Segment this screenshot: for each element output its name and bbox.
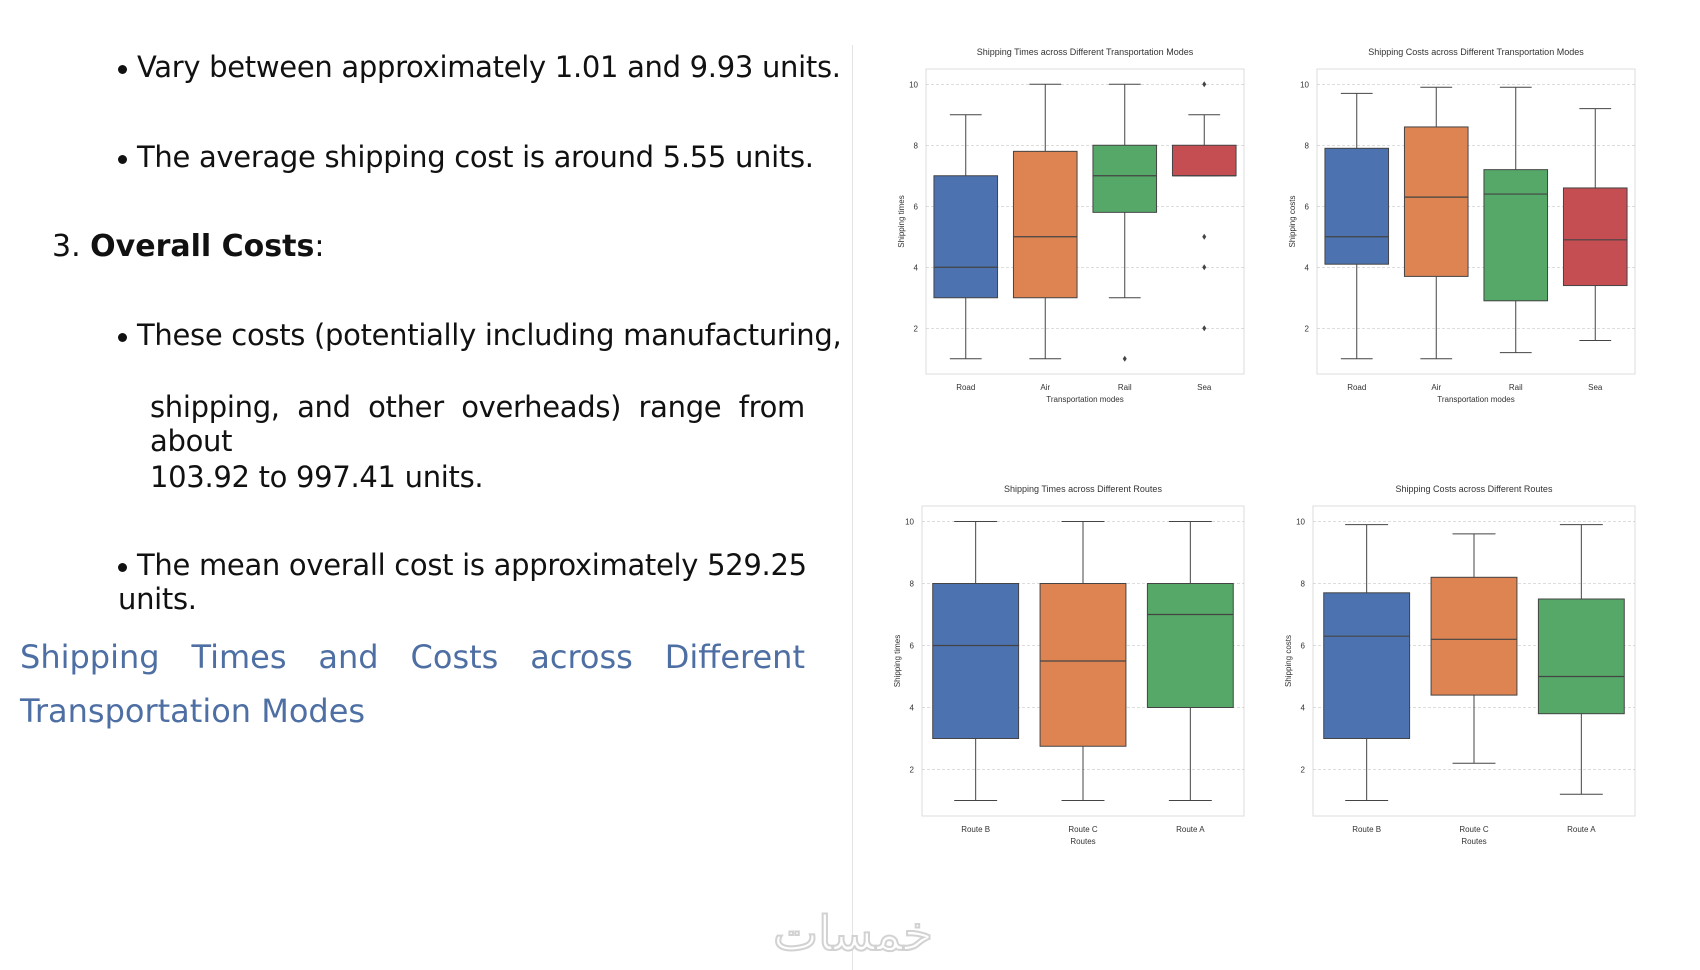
y-tick-label: 6	[909, 641, 914, 651]
y-axis-label: Shipping costs	[1288, 195, 1297, 248]
box-body	[1431, 577, 1517, 695]
x-tick-label: Road	[1347, 383, 1367, 392]
y-tick-label: 10	[909, 80, 918, 90]
heading-colon: :	[314, 229, 325, 264]
x-tick-label: Air	[1040, 383, 1051, 392]
bullet-mean-overall-cost	[118, 548, 850, 616]
x-tick-label: Sea	[1197, 383, 1212, 392]
y-tick-label: 4	[909, 703, 914, 713]
box-body	[1172, 145, 1236, 176]
chart-title: Shipping Costs across Different Transportation Modes	[1368, 47, 1584, 57]
x-tick-label: Route C	[1459, 825, 1489, 834]
bullet-dot	[118, 65, 127, 74]
x-tick-label: Road	[956, 383, 976, 392]
y-tick-label: 8	[909, 579, 914, 589]
chart-shipping-times-routes	[880, 472, 1280, 892]
box-body	[1147, 584, 1233, 708]
y-tick-label: 2	[1304, 324, 1309, 334]
y-tick-label: 6	[1300, 641, 1305, 651]
x-tick-label: Route B	[961, 825, 991, 834]
x-tick-label: Rail	[1117, 383, 1132, 392]
box-body	[1093, 145, 1157, 212]
watermark-logo	[748, 905, 958, 965]
x-tick-label: Route A	[1567, 825, 1596, 834]
bullet-text: The average shipping cost is around 5.55 units.	[137, 140, 814, 174]
box-body	[1484, 170, 1548, 301]
chart-title: Shipping Costs across Different Routes	[1395, 484, 1553, 494]
x-tick-label: Route C	[1068, 825, 1098, 834]
y-tick-label: 2	[913, 324, 918, 334]
y-axis-label: Shipping times	[893, 634, 902, 688]
chart-shipping-costs-modes	[1265, 40, 1665, 440]
box-body	[1563, 188, 1627, 286]
y-axis-label: Shipping costs	[1284, 634, 1293, 688]
y-tick-label: 8	[1300, 579, 1305, 589]
x-axis-label: Transportation modes	[1437, 395, 1515, 404]
x-axis-label: Routes	[1070, 837, 1096, 846]
y-tick-label: 10	[1300, 80, 1309, 90]
box-body	[1325, 148, 1389, 264]
y-tick-label: 6	[1304, 202, 1309, 212]
x-tick-label: Route B	[1352, 825, 1382, 834]
y-tick-label: 10	[905, 517, 914, 527]
charts-grid	[880, 40, 1700, 900]
box-body	[1324, 593, 1410, 739]
y-tick-label: 8	[913, 141, 918, 151]
y-tick-label: 2	[1300, 765, 1305, 775]
chart-shipping-times-modes	[880, 40, 1280, 440]
bullet-overall-costs-line3: 103.92 to 997.41 units.	[150, 460, 484, 494]
chart-title: Shipping Times across Different Routes	[1004, 484, 1162, 494]
box-body	[1040, 584, 1126, 747]
x-tick-label: Route A	[1176, 825, 1205, 834]
y-tick-label: 4	[1304, 263, 1309, 273]
divider	[852, 45, 853, 970]
x-tick-label: Air	[1431, 383, 1442, 392]
box-body	[1538, 599, 1624, 714]
chart-title: Shipping Times across Different Transportation Modes	[976, 47, 1194, 57]
box-body	[1404, 127, 1468, 276]
heading-bold-text: Overall Costs	[90, 229, 315, 264]
bullet-overall-costs-line1	[118, 318, 841, 352]
box-body	[934, 176, 998, 298]
bullet-shipping-cost-range	[118, 50, 841, 84]
watermark-text: خمسات	[772, 908, 934, 961]
box-body	[1013, 151, 1077, 297]
bullet-text: These costs (potentially including manufacturing,	[137, 318, 842, 352]
x-axis-label: Routes	[1461, 837, 1487, 846]
y-tick-label: 8	[1304, 141, 1309, 151]
x-tick-label: Rail	[1508, 383, 1523, 392]
bullet-text: The mean overall cost is approximately 529.25 units.	[118, 548, 807, 616]
bullet-dot	[118, 333, 127, 342]
bullet-text: Vary between approximately 1.01 and 9.93 units.	[137, 50, 841, 84]
box-body	[933, 584, 1019, 739]
y-tick-label: 4	[913, 263, 918, 273]
section-title: Shipping Times and Costs across Different Transportation Modes	[20, 638, 805, 730]
y-axis-label: Shipping times	[897, 195, 906, 248]
x-axis-label: Transportation modes	[1046, 395, 1124, 404]
y-tick-label: 4	[1300, 703, 1305, 713]
heading-number: 3.	[52, 229, 81, 264]
bullet-dot	[118, 563, 127, 572]
chart-shipping-costs-routes	[1265, 472, 1665, 892]
heading-overall-costs	[52, 229, 324, 264]
y-tick-label: 10	[1296, 517, 1305, 527]
bullet-dot	[118, 155, 127, 164]
x-tick-label: Sea	[1588, 383, 1603, 392]
y-tick-label: 6	[913, 202, 918, 212]
bullet-average-shipping-cost	[118, 140, 814, 174]
y-tick-label: 2	[909, 765, 914, 775]
bullet-overall-costs-line2: shipping, and other overheads) range from about	[150, 390, 805, 458]
